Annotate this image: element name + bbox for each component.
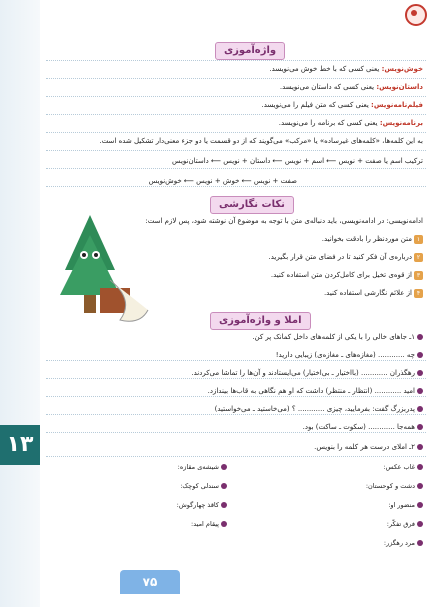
item-number-badge: ۴ [414, 289, 423, 298]
spelling-item: پیقام امید: [57, 519, 227, 529]
spelling-item: غاب عکس: [253, 462, 423, 472]
lesson-number-tab: ۱۳ [0, 425, 40, 465]
writing-item-text: متن موردنظر را بادقت بخوانید. [321, 235, 412, 243]
publisher-logo [405, 4, 427, 26]
ruled-line [46, 378, 426, 379]
vocab-section-title: واژه‌آموزی [215, 42, 285, 60]
spelling-item: سندلی کوچک: [57, 481, 227, 491]
item-number-badge: ۲ [414, 253, 423, 262]
tree-writing-illustration [60, 210, 150, 330]
ruled-line [46, 360, 426, 361]
vocab-term: داستان‌نویس: [376, 83, 423, 91]
vocab-definition: یعنی کسی که متن فیلم را می‌نویسد. [261, 101, 369, 109]
vocab-line [43, 64, 423, 74]
exercise-item: چه ............ (مغازه‌های ـ مغازه‌ی) زیبایی دارید! [43, 350, 423, 360]
writing-item-text: از قوه‌ی تخیل برای کامل‌کردن متن استفاده کنید. [270, 271, 412, 279]
ruled-line [46, 396, 426, 397]
writing-intro: ادامه‌نویسی: در ادامه‌نویسی، باید دنباله‌ی متن با توجه به موضوع آن نوشته شود، پس لازم است: [145, 217, 423, 225]
bullet-icon [417, 388, 423, 394]
spelling-item: مرد رهگزر: [253, 538, 423, 548]
spelling-item: دشت و کوحستان: [253, 481, 423, 491]
spelling-item: شیشه‌ی مقازه: [57, 462, 227, 472]
ruled-line [46, 168, 426, 169]
page-number: ۷۵ [120, 570, 180, 594]
exercise-item: رهگذران ............ (بااختیار ـ بی‌اختیار) می‌ایستادند و آن‌ها را تماشا می‌کردند. [43, 368, 423, 378]
bullet-icon [221, 502, 227, 508]
ruled-line [46, 78, 426, 79]
exercise-title: ۲ـ املای درست هر کلمه را بنویس. [43, 442, 423, 452]
bullet-icon [417, 483, 423, 489]
bullet-icon [417, 464, 423, 470]
vocab-term: خوش‌نویس: [381, 65, 423, 73]
bullet-icon [417, 352, 423, 358]
ruled-line [46, 456, 426, 457]
ruled-line [46, 114, 426, 115]
compound-formula: صفت + نویس ⟵ خوش + نویس ⟵ خوش‌نویس [148, 177, 297, 185]
bullet-icon [221, 483, 227, 489]
bullet-icon [417, 502, 423, 508]
vocab-definition: یعنی کسی که برنامه را می‌نویسد. [278, 119, 378, 127]
vocab-term: برنامه‌نویس: [379, 119, 423, 127]
vocab-line [43, 118, 423, 128]
ruled-line [46, 132, 426, 133]
writing-item [163, 288, 423, 298]
vocab-line [43, 100, 423, 110]
exercise-title: ۱ـ جاهای خالی را با یکی از کلمه‌های داخل کمانک پر کن. [43, 332, 423, 342]
writing-item [163, 270, 423, 280]
bullet-icon [417, 521, 423, 527]
vocab-explanation: به این کلمه‌ها، «کلمه‌های غیرساده» یا «مرکب» می‌گویند که از دو قسمت یا دو جزء معنی‌دار تشکیل شده است. [99, 137, 423, 145]
ruled-line [46, 96, 426, 97]
compound-formula: ترکیب اسم یا صفت + نویس ⟵ اسم + نویس ⟵ داستان + نویس ⟵ داستان‌نویس [172, 157, 423, 165]
bullet-icon [417, 370, 423, 376]
exercise-item: پدربزرگ گفت: بفرمایید، چیزی ............ ؟ (می‌خاستید ـ می‌خواستید) [43, 404, 423, 414]
spelling-item: منضور او: [253, 500, 423, 510]
item-number-badge: ۱ [414, 235, 423, 244]
spelling-item: فرق تفکّر: [253, 519, 423, 529]
bullet-icon [417, 424, 423, 430]
item-number-badge: ۳ [414, 271, 423, 280]
bullet-icon [417, 334, 423, 340]
left-margin-strip [0, 0, 40, 607]
vocab-definition: یعنی کسی که با خط خوش می‌نویسد. [269, 65, 380, 73]
exercise-item: امید ............ (انتظار ـ منتظر) داشت که او هم نگاهی به قاب‌ها بیندازد. [43, 386, 423, 396]
ruled-line [46, 414, 426, 415]
writing-item [163, 234, 423, 244]
exercise-item: همه‌جا ............ (سکوت ـ ساکت) بود. [43, 422, 423, 432]
bullet-icon [417, 444, 423, 450]
ruled-line [46, 60, 426, 61]
vocab-line [43, 82, 423, 92]
ruled-line [46, 186, 426, 187]
ruled-line [46, 432, 426, 433]
writing-section-title: نکات نگارشی [210, 196, 294, 214]
spelling-section-title: املا و واژه‌آموزی [210, 312, 311, 330]
vocab-term: فیلم‌نامه‌نویس: [371, 101, 423, 109]
ruled-line [46, 150, 426, 151]
bullet-icon [221, 464, 227, 470]
spelling-item: کاقذ چهارگوش: [57, 500, 227, 510]
bullet-icon [417, 540, 423, 546]
bullet-icon [221, 521, 227, 527]
writing-item-text: درباره‌ی آن فکر کنید تا در فضای متن قرار بگیرید. [268, 253, 412, 261]
bullet-icon [417, 406, 423, 412]
vocab-definition: یعنی کسی که داستان می‌نویسد. [279, 83, 375, 91]
writing-item [163, 252, 423, 262]
writing-item-text: از علائم نگارشی استفاده کنید. [323, 289, 412, 297]
